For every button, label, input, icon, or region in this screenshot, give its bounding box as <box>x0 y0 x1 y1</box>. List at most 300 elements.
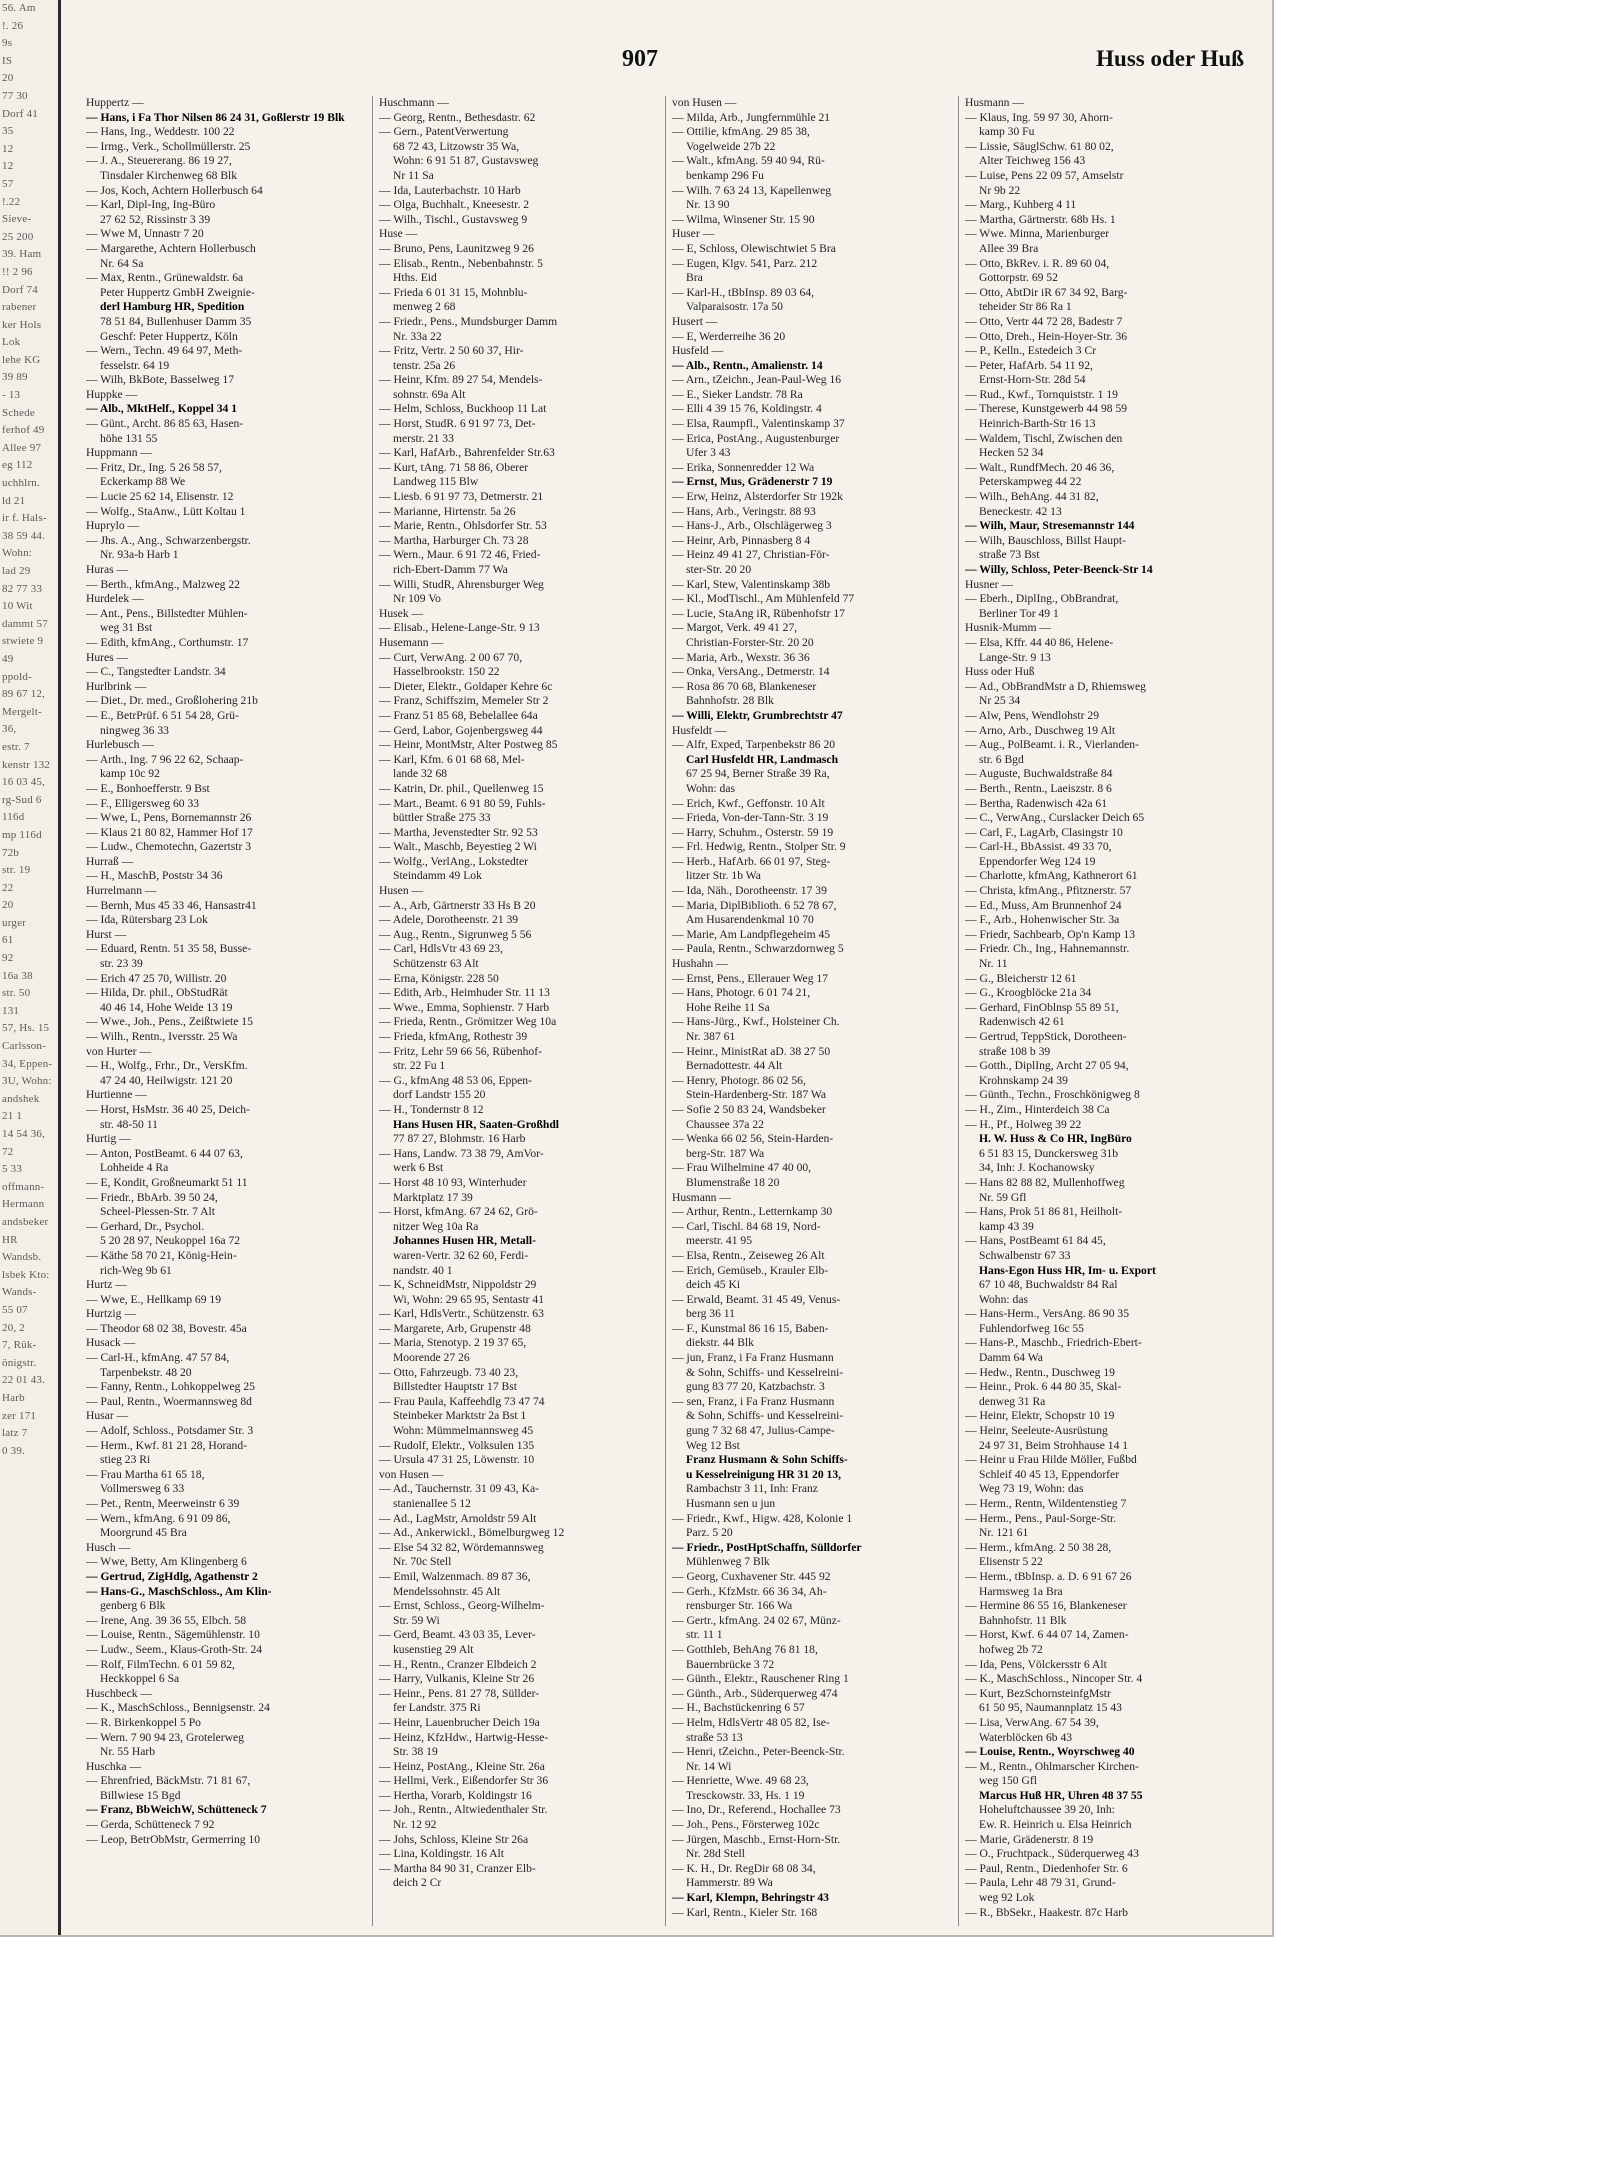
directory-entry: Nr. 14 Wi <box>686 1759 732 1773</box>
directory-entry: Franz Husmann & Sohn Schiffs- <box>686 1453 848 1467</box>
directory-entry: — C., VerwAng., Curslacker Deich 65 <box>965 811 1145 825</box>
directory-entry: — H., Pf., Holweg 39 22 <box>965 1117 1082 1131</box>
directory-entry: — Friedr. Ch., Ing., Hahnemannstr. <box>965 942 1130 956</box>
directory-entry: — Hans, i Fa Thor Nilsen 86 24 31, Goßlerstr 19 Blk <box>86 110 345 124</box>
directory-entry: weg 31 Bst <box>100 621 153 635</box>
directory-entry: — Ida, Lauterbachstr. 10 Harb <box>379 183 521 197</box>
directory-entry: — Hans, Landw. 73 38 79, AmVor- <box>379 1146 544 1160</box>
gutter-fragment: 9s <box>2 37 13 50</box>
directory-entry: rensburger Str. 166 Wa <box>686 1599 793 1613</box>
directory-entry: — Wolfg., StaAnw., Lütt Koltau 1 <box>86 504 246 518</box>
gutter-fragment: 56. Am <box>2 2 36 14</box>
directory-entry: berg 36 11 <box>686 1307 735 1321</box>
directory-entry: — Carl, Tischl. 84 68 19, Nord- <box>672 1219 821 1233</box>
directory-entry: — Rosa 86 70 68, Blankeneser <box>672 679 817 693</box>
gutter-fragment: 22 01 43. <box>2 1374 46 1387</box>
directory-entry: — Hans-Jürg., Kwf., Holsteiner Ch. <box>672 1015 840 1029</box>
directory-entry: Huppertz — <box>86 96 144 109</box>
directory-entry: — Karl, Stew, Valentinskamp 38b <box>672 577 831 591</box>
directory-entry: Husnik-Mumm — <box>965 621 1051 635</box>
gutter-fragment: str. 50 <box>2 987 31 1000</box>
directory-entry: — Christa, kfmAng., Pfitznerstr. 57 <box>965 884 1132 898</box>
directory-entry: Nr. 70c Stell <box>393 1555 452 1569</box>
directory-entry: fesselstr. 64 19 <box>100 358 170 372</box>
directory-entry: — Wilh, BkBote, Basselweg 17 <box>86 373 235 387</box>
directory-entry: — Friedr, Sachbearb, Op'n Kamp 13 <box>965 927 1136 941</box>
directory-entry: — Ottilie, kfmAng. 29 85 38, <box>672 125 810 139</box>
directory-entry: — Otto, AbtDir iR 67 34 92, Barg- <box>965 285 1128 299</box>
directory-entry: Peterskampweg 44 22 <box>979 475 1082 489</box>
directory-entry: Eckerkamp 88 We <box>100 475 186 489</box>
directory-entry: Hammerstr. 89 Wa <box>686 1876 773 1890</box>
gutter-fragment: 21 1 <box>2 1110 23 1123</box>
directory-entry: — Else 54 32 82, Wördemannsweg <box>379 1540 544 1554</box>
directory-entry: Hurdelek — <box>86 592 144 606</box>
directory-entry: — Rudolf, Elektr., Volksulen 135 <box>379 1438 535 1452</box>
directory-entry: von Hurter — <box>86 1044 152 1058</box>
directory-entry: — Elsa, Kffr. 44 40 86, Helene- <box>965 635 1114 649</box>
directory-entry: Chaussee 37a 22 <box>686 1117 764 1131</box>
directory-entry: — Herm., tBbInsp. a. D. 6 91 67 26 <box>965 1569 1132 1583</box>
directory-entry: — Curt, VerwAng. 2 00 67 70, <box>379 650 523 664</box>
gutter-fragment: ppold- <box>2 670 32 683</box>
directory-entry: — Otto, Fahrzeugb. 73 40 23, <box>379 1365 519 1379</box>
directory-entry: — E, Schloss, Olewischtwiet 5 Bra <box>672 241 836 255</box>
directory-entry: Eppendorfer Weg 124 19 <box>979 854 1096 868</box>
directory-entry: — Heinr, MontMstr, Alter Postweg 85 <box>379 738 558 752</box>
directory-entry: Stein-Hardenberg-Str. 187 Wa <box>686 1088 826 1102</box>
directory-entry: Wi, Wohn: 29 65 95, Sentastr 41 <box>393 1292 545 1306</box>
directory-entry: Fuhlendorfweg 16c 55 <box>979 1321 1084 1335</box>
directory-entry: — Erich, Kwf., Geffonstr. 10 Alt <box>672 796 825 810</box>
directory-entry: — Alfr, Exped, Tarpenbekstr 86 20 <box>672 738 836 752</box>
directory-entry: Husch — <box>86 1540 131 1554</box>
directory-entry: — Herm., Kwf. 81 21 28, Horand- <box>86 1438 247 1452</box>
directory-entry: — Margot, Verk. 49 41 27, <box>672 621 798 635</box>
directory-entry: — R., BbSekr., Haakestr. 87c Harb <box>965 1905 1128 1919</box>
directory-entry: — H., Zim., Hinterdeich 38 Ca <box>965 1102 1110 1116</box>
directory-entry: — Friedr., PostHptSchaffn, Sülldorfer <box>672 1540 862 1554</box>
directory-entry: gung 7 32 68 47, Julius-Campe- <box>686 1424 835 1438</box>
directory-entry: — Jhs. A., Ang., Schwarzenbergstr. <box>86 533 251 547</box>
directory-entry: — Bruno, Pens, Launitzweg 9 26 <box>379 241 534 255</box>
directory-entry: — Hans-Herm., VersAng. 86 90 35 <box>965 1307 1130 1321</box>
directory-entry: — A., Arb, Gärtnerstr 33 Hs B 20 <box>379 898 536 912</box>
directory-entry: — Heinr., Pens. 81 27 78, Süllder- <box>379 1686 540 1700</box>
directory-entry: Ew. R. Heinrich u. Elsa Heinrich <box>979 1818 1132 1832</box>
directory-entry: Schützenstr 63 Alt <box>393 957 479 971</box>
directory-entry: Am Husarendenkmal 10 70 <box>686 913 814 927</box>
directory-entry: — E, Kondit, Großneumarkt 51 11 <box>86 1175 248 1189</box>
directory-entry: Husar — <box>86 1409 129 1423</box>
directory-entry: — J. A., Steuererang. 86 19 27, <box>86 154 232 168</box>
directory-entry: straße 53 13 <box>686 1730 743 1744</box>
directory-entry: — Katrin, Dr. phil., Quellenweg 15 <box>379 781 544 795</box>
directory-entry: Bauernbrücke 3 72 <box>686 1657 775 1671</box>
directory-entry: Ernst-Horn-Str. 28d 54 <box>979 373 1086 387</box>
directory-entry: — Hans-P., Maschb., Friedrich-Ebert- <box>965 1336 1142 1350</box>
directory-entry: — Alw, Pens, Wendlohstr 29 <box>965 708 1100 722</box>
directory-entry: Husemann — <box>379 635 444 649</box>
directory-entry: ningweg 36 33 <box>100 723 169 737</box>
directory-entry: — Willi, Elektr, Grumbrechtstr 47 <box>672 708 843 722</box>
directory-entry: Landweg 115 Blw <box>393 475 479 489</box>
directory-entry: — Frl. Hedwig, Rentn., Stolper Str. 9 <box>672 840 846 854</box>
directory-entry: — Helm, HdlsVertr 48 05 82, Ise- <box>672 1715 830 1729</box>
directory-entry: — Herm., Rentn, Wildentenstieg 7 <box>965 1497 1127 1510</box>
directory-entry: Elisenstr 5 22 <box>979 1555 1043 1569</box>
directory-entry: — H., Wolfg., Frhr., Dr., VersKfm. <box>86 1059 248 1073</box>
directory-entry: Harmsweg 1a Bra <box>979 1584 1063 1598</box>
directory-entry: — Hermine 86 55 16, Blankeneser <box>965 1599 1127 1613</box>
directory-entry: — Gertrud, ZigHdlg, Agathenstr 2 <box>86 1569 258 1583</box>
directory-entry: — Anton, PostBeamt. 6 44 07 63, <box>86 1146 243 1160</box>
directory-entry: — Harry, Vulkanis, Kleine Str 26 <box>379 1672 535 1686</box>
gutter-fragment: latz 7 <box>2 1427 28 1440</box>
directory-entry: — Carl, F., LagArb, Clasingstr 10 <box>965 825 1123 839</box>
directory-entry: Husfeldt — <box>672 723 727 737</box>
directory-entry: — Ernst, Pens., Ellerauer Weg 17 <box>672 971 828 985</box>
directory-entry: werk 6 Bst <box>393 1161 444 1175</box>
directory-entry: — Marie, Am Landpflegeheim 45 <box>672 927 831 941</box>
gutter-fragment: 12 <box>2 160 14 173</box>
gutter-fragment: 16a 38 <box>2 969 33 982</box>
gutter-fragment: offmann- <box>2 1180 45 1193</box>
directory-entry: Hurlebusch — <box>86 738 154 752</box>
gutter-fragment: Dorf 41 <box>2 107 38 120</box>
directory-entry: Huppmann — <box>86 446 153 460</box>
directory-entry: — Ida, Rütersbarg 23 Lok <box>86 913 208 927</box>
directory-entry: — Eduard, Rentn. 51 35 58, Busse- <box>86 942 252 956</box>
directory-entry: Lange-Str. 9 13 <box>979 650 1051 664</box>
directory-entry: — Bernh, Mus 45 33 46, Hansastr41 <box>86 898 257 912</box>
directory-entry: — Ad., LagMstr, Arnoldstr 59 Alt <box>379 1511 537 1525</box>
directory-entry: Geschf: Peter Huppertz, Köln <box>100 329 238 343</box>
directory-entry: büttler Straße 275 33 <box>393 811 491 825</box>
gutter-fragment: !.22 <box>2 195 21 208</box>
directory-entry: — Joh., Pens., Försterweg 102c <box>672 1818 820 1832</box>
directory-entry: weg 150 Gfl <box>979 1774 1037 1788</box>
gutter-fragment: Dorf 74 <box>2 283 38 296</box>
directory-entry: Husen — <box>379 884 424 898</box>
gutter-fragment: ker Hols <box>2 318 42 331</box>
directory-entry: — Ino, Dr., Referend., Hochallee 73 <box>672 1803 841 1817</box>
directory-entry: Hures — <box>86 650 129 664</box>
directory-entry: Huras — <box>86 563 129 576</box>
gutter-fragment: Hermann <box>2 1198 45 1211</box>
directory-entry: Nr. 28d Stell <box>686 1847 745 1861</box>
gutter-fragment: Wandsb. <box>2 1251 42 1264</box>
directory-entry: Hurtienne — <box>86 1088 147 1102</box>
directory-entry: — Walt., RundfMech. 20 46 36, <box>965 460 1115 474</box>
directory-entry: höhe 131 55 <box>100 431 158 445</box>
directory-entry: 5 20 28 97, Neukoppel 16a 72 <box>100 1234 241 1248</box>
directory-entry: — Klaus, Ing. 59 97 30, Ahorn- <box>965 110 1113 124</box>
directory-entry: Husack — <box>86 1336 136 1350</box>
directory-entry: — H., Bachstückenring 6 57 <box>672 1701 805 1715</box>
directory-entry: Wohn: das <box>686 781 735 795</box>
directory-entry: — Louise, Rentn., Sägemühlenstr. 10 <box>86 1628 260 1642</box>
directory-entry: — Rud., Kwf., Tornquiststr. 1 19 <box>965 387 1118 401</box>
directory-entry: — Elli 4 39 15 76, Koldingstr. 4 <box>672 402 822 416</box>
directory-entry: Bernadottestr. 44 Alt <box>686 1059 783 1073</box>
column-3 <box>666 96 959 1926</box>
directory-entry: — Johs, Schloss, Kleine Str 26a <box>379 1832 529 1846</box>
directory-entry: — Heinz, PostAng., Kleine Str. 26a <box>379 1759 545 1773</box>
gutter-fragment: ir f. Hals- <box>2 512 47 525</box>
gutter-fragment: ld 21 <box>2 494 26 507</box>
directory-entry: — Wwe., Joh., Pens., Zeißtwiete 15 <box>86 1015 253 1029</box>
directory-entry: — Erwald, Beamt. 31 45 49, Venus- <box>672 1292 841 1306</box>
directory-entry: Huss oder Huß <box>965 665 1035 679</box>
directory-entry: — Edith, Arb., Heimhuder Str. 11 13 <box>379 986 550 1000</box>
directory-entry: — Kurt, tAng. 71 58 86, Oberer <box>379 460 529 474</box>
directory-entry: — Irene, Ang. 39 36 55, Elbch. 58 <box>86 1613 247 1627</box>
gutter-fragment: 116d <box>2 811 25 824</box>
directory-entry: — Milda, Arb., Jungfernmühle 21 <box>672 110 831 124</box>
gutter-fragment: 20, 2 <box>2 1321 25 1334</box>
directory-entry: Husner — <box>965 577 1013 591</box>
directory-entry: — Auguste, Buchwaldstraße 84 <box>965 767 1113 781</box>
directory-entry: — Heinr, Seeleute-Ausrüstung <box>965 1424 1108 1438</box>
directory-entry: — Horst, StudR. 6 91 97 73, Det- <box>379 417 536 431</box>
directory-entry: Nr. 11 <box>979 957 1008 971</box>
directory-entry: — Charlotte, kfmAng, Kathnerort 61 <box>965 869 1138 883</box>
directory-entry: — Margarete, Arb, Grupenstr 48 <box>379 1321 531 1335</box>
directory-entry: — Aug., Rentn., Sigrunweg 5 56 <box>379 927 532 941</box>
directory-entry: str. 11 1 <box>686 1628 723 1642</box>
directory-entry: — Paula, Rentn., Schwarzdornweg 5 <box>672 942 844 956</box>
directory-entry: — Frau Martha 61 65 18, <box>86 1467 205 1481</box>
directory-entry: — Pet., Rentn, Meerweinstr 6 39 <box>86 1497 240 1510</box>
directory-entry: derl Hamburg HR, Spedition <box>100 300 245 314</box>
directory-entry: — Gerd, Labor, Gojenbergsweg 44 <box>379 723 543 737</box>
directory-entry: genberg 6 Blk <box>100 1599 166 1613</box>
directory-entry: — Wwe. Minna, Marienburger <box>965 227 1110 241</box>
directory-entry: str. 6 Bgd <box>979 752 1024 766</box>
gutter-fragment: 57, Hs. 15 <box>2 1022 50 1035</box>
gutter-fragment: önigstr. <box>2 1356 37 1369</box>
directory-entry: Nr. 33a 22 <box>393 329 442 343</box>
gutter-fragment: 49 <box>2 652 14 665</box>
directory-entry: — Wern., Maur. 6 91 72 46, Fried- <box>379 548 541 562</box>
directory-entry: Parz. 5 20 <box>686 1526 733 1540</box>
directory-entry: rich-Weg 9b 61 <box>100 1263 172 1277</box>
directory-entry: Allee 39 Bra <box>979 241 1039 255</box>
directory-entry: Hasselbrookstr. 150 22 <box>393 665 500 679</box>
directory-entry: — Wilma, Winsener Str. 15 90 <box>672 212 815 226</box>
directory-entry: — Liesb. 6 91 97 73, Detmerstr. 21 <box>379 490 544 504</box>
directory-entry: — Ida, Pens, Völckersstr 6 Alt <box>965 1657 1107 1671</box>
directory-entry: — Heinr u Frau Hilde Möller, Fußbd <box>965 1453 1137 1467</box>
directory-entry: 27 62 52, Rissinstr 3 39 <box>100 212 211 226</box>
gutter-fragment: 25 200 <box>2 230 34 243</box>
directory-entry: — Käthe 58 70 21, König-Hein- <box>86 1248 237 1262</box>
directory-entry: Ufer 3 43 <box>686 446 731 460</box>
directory-entry: — Otto, Dreh., Hein-Hoyer-Str. 36 <box>965 329 1128 343</box>
directory-entry: Mendelssohnstr. 45 Alt <box>393 1584 501 1598</box>
directory-entry: — G., kfmAng 48 53 06, Eppen- <box>379 1073 532 1087</box>
directory-entry: deich 45 Ki <box>686 1278 741 1292</box>
directory-entry: str. 23 39 <box>100 957 143 971</box>
directory-entry: — Ad., Ankerwickl., Bömelburgweg 12 <box>379 1526 565 1540</box>
directory-entry: Nr 11 Sa <box>393 168 434 182</box>
directory-entry: diekstr. 44 Blk <box>686 1336 754 1350</box>
directory-entry: — Elsa, Raumpfl., Valentinskamp 37 <box>672 417 845 431</box>
directory-entry: — Harry, Schuhm., Osterstr. 59 19 <box>672 825 834 839</box>
directory-columns <box>80 96 1262 1926</box>
directory-entry: Tresckowstr. 33, Hs. 1 19 <box>686 1788 805 1802</box>
directory-entry: menweg 2 68 <box>393 300 456 314</box>
gutter-fragment: 92 <box>2 952 14 965</box>
directory-entry: Nr 9b 22 <box>979 183 1021 197</box>
directory-entry: — Horst, kfmAng. 67 24 62, Grö- <box>379 1205 538 1219</box>
directory-entry: — H., MaschB, Poststr 34 36 <box>86 869 223 883</box>
directory-entry: — G., Kroogblöcke 21a 34 <box>965 986 1092 1000</box>
directory-entry: — Luise, Pens 22 09 57, Amselstr <box>965 168 1124 182</box>
directory-entry: — H., Tondernstr 8 12 <box>379 1102 484 1116</box>
directory-entry: Husek — <box>379 606 424 620</box>
directory-entry: ster-Str. 20 20 <box>686 563 752 576</box>
directory-entry: — Hans-J., Arb., Olschlägerweg 3 <box>672 519 832 533</box>
directory-entry: — Wwe, E., Hellkamp 69 19 <box>86 1292 222 1306</box>
directory-entry: — jun, Franz, i Fa Franz Husmann <box>672 1351 834 1365</box>
directory-entry: Valparaisostr. 17a 50 <box>686 300 783 314</box>
directory-entry: Lohheide 4 Ra <box>100 1161 169 1175</box>
directory-entry: — Friedr., BbArb. 39 50 24, <box>86 1190 218 1204</box>
directory-entry: — Arth., Ing. 7 96 22 62, Schaap- <box>86 752 244 766</box>
directory-entry: — Ad., Tauchernstr. 31 09 43, Ka- <box>379 1482 539 1496</box>
directory-entry: — Fritz, Dr., Ing. 5 26 58 57, <box>86 460 222 474</box>
directory-entry: — Henri, tZeichn., Peter-Beenck-Str. <box>672 1745 845 1759</box>
directory-entry: — Bertha, Radenwisch 42a 61 <box>965 796 1107 810</box>
directory-entry: — Walt., Maschb, Beyestieg 2 Wi <box>379 840 537 854</box>
directory-entry: — Wenka 66 02 56, Stein-Harden- <box>672 1132 834 1146</box>
directory-entry: — F., Elligersweg 60 33 <box>86 796 200 810</box>
directory-entry: Bahnhofstr. 28 Blk <box>686 694 774 708</box>
directory-entry: Huse — <box>379 227 418 241</box>
directory-entry: — Paul, Rentn., Diedenhofer Str. 6 <box>965 1861 1128 1875</box>
directory-entry: Billstedter Hauptstr 17 Bst <box>393 1380 517 1394</box>
directory-entry: 24 97 31, Beim Strohhause 14 1 <box>979 1438 1129 1452</box>
directory-entry: — Gertr., kfmAng. 24 02 67, Münz- <box>672 1613 841 1627</box>
directory-entry: — Onka, VersAng., Detmerstr. 14 <box>672 665 830 679</box>
directory-entry: Weg 73 19, Wohn: das <box>979 1482 1084 1496</box>
gutter-fragment: Lok <box>2 336 21 349</box>
directory-entry: — F., Arb., Hohenwischer Str. 3a <box>965 913 1120 927</box>
directory-entry: Hurtz — <box>86 1278 127 1292</box>
gutter-fragment: Wands- <box>2 1286 37 1299</box>
running-head: Huss oder Huß <box>1096 46 1244 71</box>
directory-entry: weg 92 Lok <box>979 1891 1035 1905</box>
gutter-fragment: 12 <box>2 142 14 155</box>
directory-entry: — Therese, Kunstgewerb 44 98 59 <box>965 402 1128 416</box>
directory-entry: — Karl, Dipl-Ing, Ing-Büro <box>86 198 216 212</box>
directory-entry: — Gerda, Schütteneck 7 92 <box>86 1818 215 1832</box>
directory-entry: — Alb., MktHelf., Koppel 34 1 <box>86 402 238 416</box>
directory-entry: — Lisa, VerwAng. 67 54 39, <box>965 1715 1099 1729</box>
directory-entry: Vollmersweg 6 33 <box>100 1482 185 1496</box>
directory-entry: Nr 25 34 <box>979 694 1021 708</box>
directory-entry: str. 48-50 11 <box>100 1117 158 1131</box>
directory-entry: deich 2 Cr <box>393 1876 442 1890</box>
directory-entry: — E, Werderreihe 36 20 <box>672 329 786 343</box>
directory-entry: — Wilh., Tischl., Gustavsweg 9 <box>379 212 528 226</box>
gutter-fragment: 16 03 45, <box>2 776 46 789</box>
directory-entry: straße 73 Bst <box>979 548 1040 562</box>
directory-entry: — Wilh, Bauschloss, Billst Haupt- <box>965 533 1126 547</box>
directory-entry: — Carl-H., BbAssist. 49 33 70, <box>965 840 1112 854</box>
gutter-fragment: Sieve- <box>2 213 32 226</box>
directory-entry: Hurtig — <box>86 1132 131 1146</box>
directory-entry: — Martha, Jevenstedter Str. 92 53 <box>379 825 538 839</box>
gutter-fragment: urger <box>2 916 27 929</box>
column-4 <box>959 96 1251 1926</box>
directory-entry: — Theodor 68 02 38, Bovestr. 45a <box>86 1321 247 1335</box>
directory-entry: von Husen — <box>672 96 737 109</box>
directory-entry: — Ad., ObBrandMstr a D, Rhiemsweg <box>965 679 1146 693</box>
directory-entry: Schleif 40 45 13, Eppendorfer <box>979 1467 1120 1481</box>
directory-entry: — Wwe., Emma, Sophienstr. 7 Harb <box>379 1000 550 1014</box>
directory-entry: Wohn: das <box>979 1292 1028 1306</box>
directory-entry: — Gertrud, TeppStick, Dorotheen- <box>965 1030 1127 1043</box>
directory-entry: sohnstr. 69a Alt <box>393 387 466 401</box>
gutter-fragment: eg 112 <box>2 459 33 472</box>
directory-entry: — Franz, BbWeichW, Schütteneck 7 <box>86 1803 267 1817</box>
directory-entry: Nr. 12 92 <box>393 1818 437 1832</box>
directory-entry: Str. 38 19 <box>393 1745 438 1759</box>
directory-entry: teheider Str 86 Ra 1 <box>979 300 1072 314</box>
gutter-fragment: 36, <box>2 723 17 736</box>
directory-entry: — Karl, HafArb., Bahrenfelder Str.63 <box>379 446 555 460</box>
directory-entry: — Marie, Grädenerstr. 8 19 <box>965 1832 1094 1846</box>
gutter-fragment: 22 <box>2 881 14 894</box>
directory-entry: Hurrelmann — <box>86 884 157 898</box>
directory-entry: — Arno, Arb., Duschweg 19 Alt <box>965 723 1116 737</box>
directory-entry: Hths. Eid <box>393 271 437 285</box>
gutter-fragment: estr. 7 <box>2 740 30 753</box>
directory-entry: — Berth., kfmAng., Malzweg 22 <box>86 577 240 591</box>
directory-entry: Hohe Reihe 11 Sa <box>686 1000 770 1014</box>
directory-entry: Johannes Husen HR, Metall- <box>393 1234 536 1248</box>
gutter-fragment: 57 <box>2 177 14 190</box>
directory-entry: — Gern., PatentVerwertung <box>379 125 509 139</box>
gutter-fragment: 10 Wit <box>2 600 33 613</box>
directory-entry: berg-Str. 187 Wa <box>686 1146 765 1160</box>
directory-entry: stanienallee 5 12 <box>393 1497 471 1510</box>
directory-entry: — Sofie 2 50 83 24, Wandsbeker <box>672 1102 826 1116</box>
directory-entry: waren-Vertr. 32 62 60, Ferdi- <box>393 1248 529 1262</box>
directory-entry: — Heinz, KfzHdw., Hartwig-Hesse- <box>379 1730 549 1744</box>
gutter-fragment: 55 07 <box>2 1303 28 1316</box>
directory-entry: — Günt., Archt. 86 85 63, Hasen- <box>86 417 244 431</box>
gutter-fragment: lad 29 <box>2 565 31 577</box>
directory-entry: Hurst — <box>86 927 127 941</box>
directory-entry: Schwalbenstr 67 33 <box>979 1248 1071 1262</box>
directory-entry: — Waldem, Tischl, Zwischen den <box>965 431 1123 445</box>
directory-entry: rich-Ebert-Damm 77 Wa <box>393 563 508 576</box>
directory-entry: — Erika, Sonnenredder 12 Wa <box>672 460 815 474</box>
directory-entry: — Eugen, Klgv. 541, Parz. 212 <box>672 256 818 270</box>
directory-entry: Nr. 93a-b Harb 1 <box>100 548 179 562</box>
gutter-fragment: 7, Rük- <box>2 1339 37 1352</box>
directory-entry: 6 51 83 15, Dunckersweg 31b <box>979 1146 1119 1160</box>
directory-entry: Huser — <box>672 227 715 241</box>
directory-entry: — Hans, Ing., Weddestr. 100 22 <box>86 125 235 139</box>
directory-entry: Hurraß — <box>86 854 134 868</box>
directory-entry: Nr. 13 90 <box>686 198 730 212</box>
directory-entry: — Martha, Gärtnerstr. 68b Hs. 1 <box>965 212 1116 226</box>
